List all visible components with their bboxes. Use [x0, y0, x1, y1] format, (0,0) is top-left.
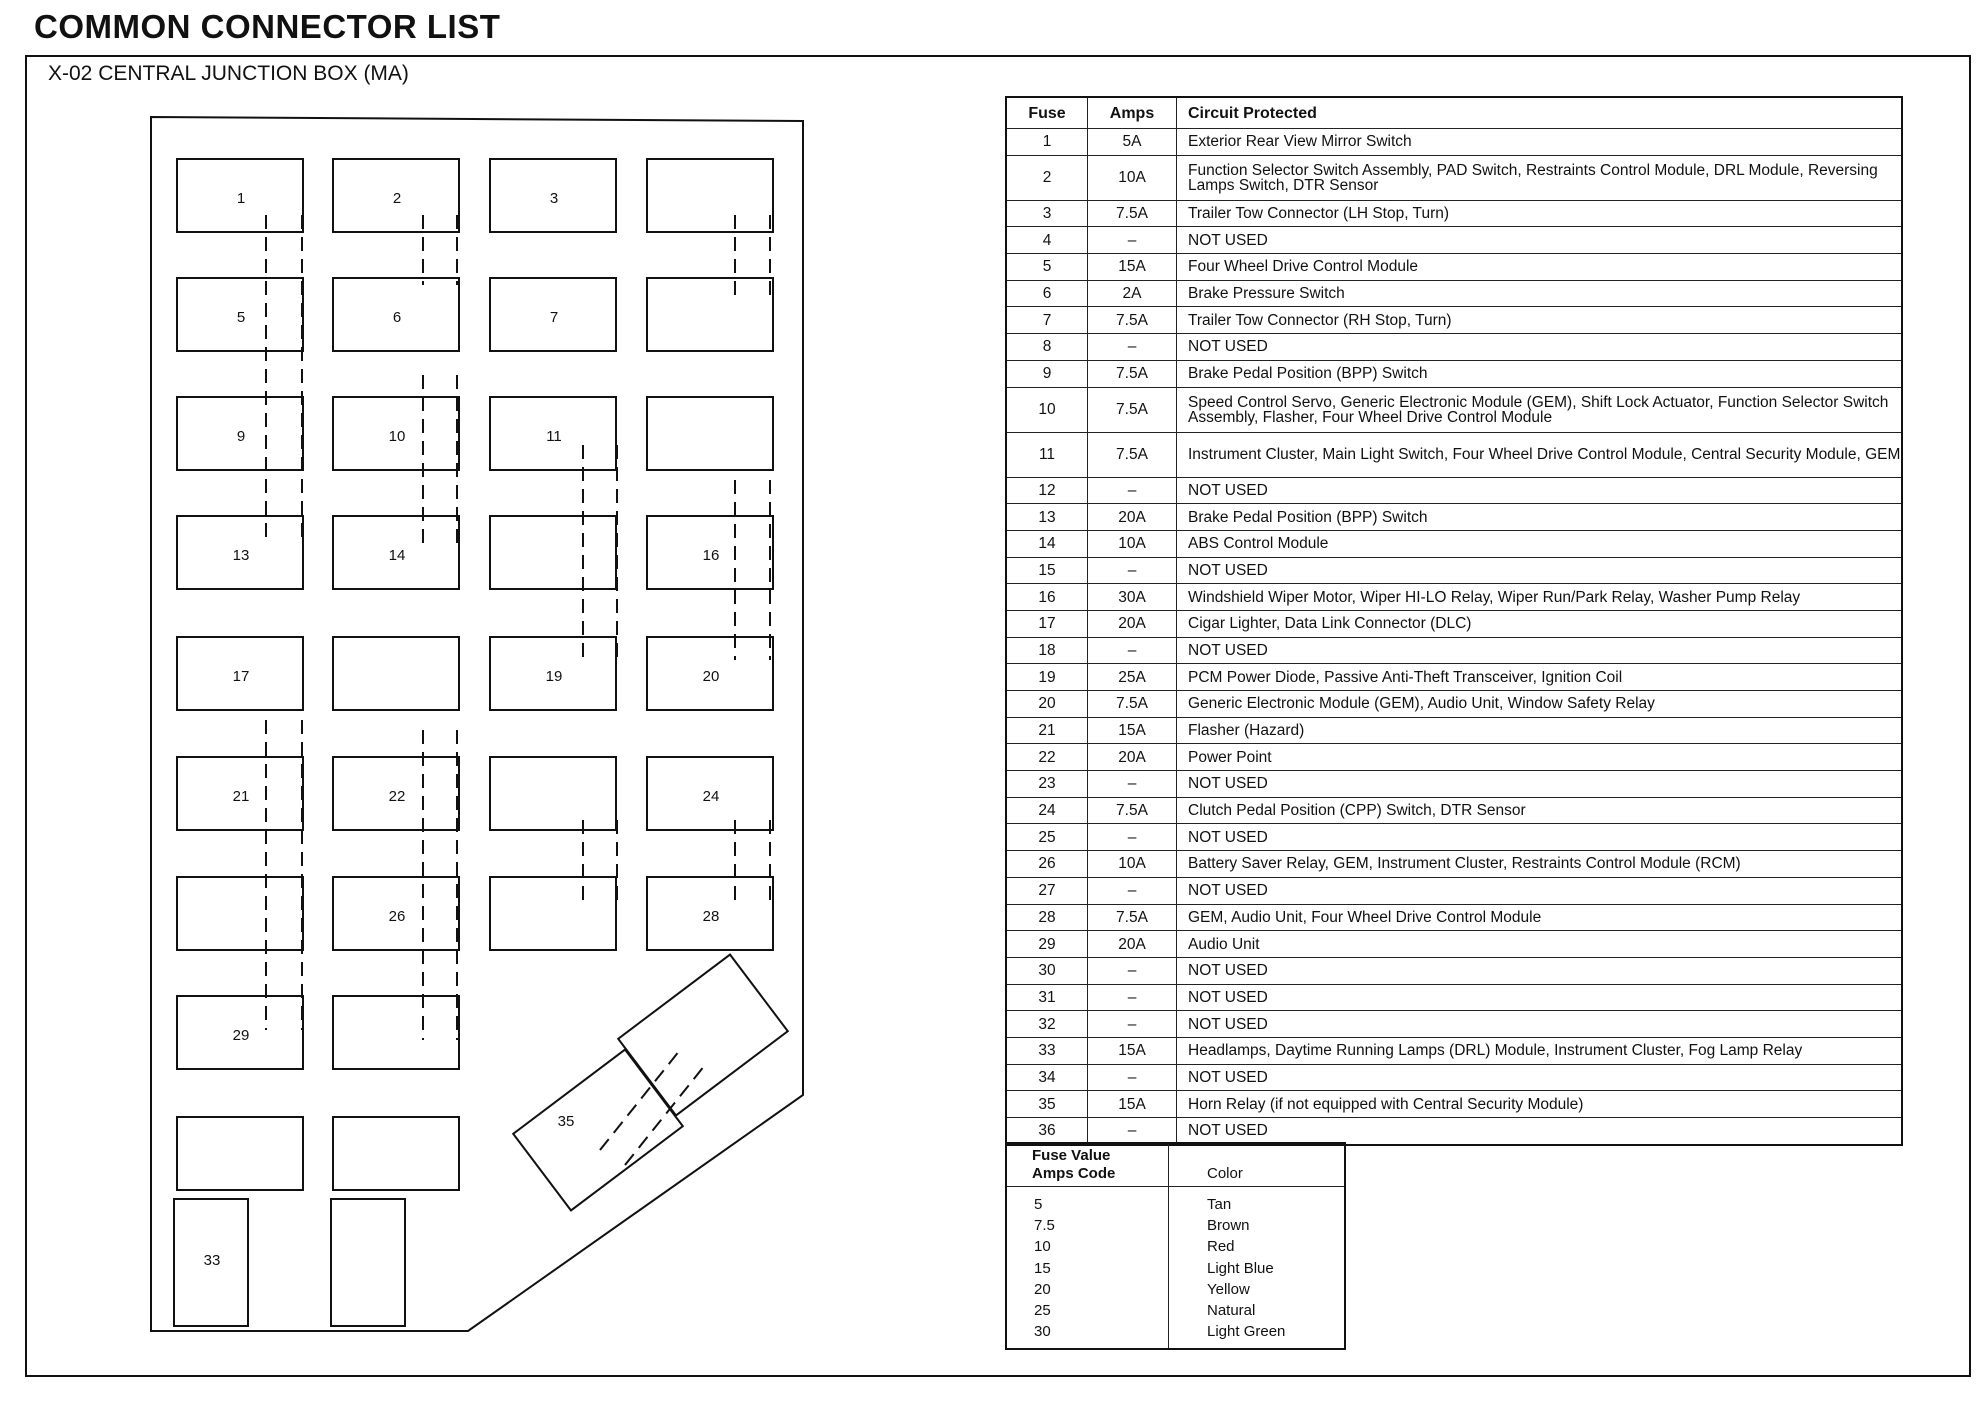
legend-row — [1007, 1323, 1344, 1343]
cell-fuse: 12 — [1006, 477, 1088, 504]
slot-label: 35 — [557, 1113, 575, 1130]
table-row — [1006, 504, 1902, 531]
cell-amps: – — [1088, 1118, 1177, 1145]
cell-circuit: Horn Relay (if not equipped with Central Security Module) — [1177, 1091, 1903, 1118]
slot-label: 6 — [392, 309, 402, 326]
slot-label: 11 — [546, 428, 562, 445]
cell-circuit: ABS Control Module — [1177, 530, 1903, 557]
cell-amps: 20A — [1088, 931, 1177, 958]
cell-circuit: Function Selector Switch Assembly, PAD Switch, Restraints Control Module, DRL Module, Reversing Lamps Switch, DTR Sensor — [1177, 155, 1903, 200]
legend-amps: 25 — [1034, 1302, 1051, 1319]
slot-label: 24 — [702, 788, 720, 805]
fuse-slot — [490, 516, 616, 589]
fuse-slot — [177, 877, 303, 950]
cell-amps: 7.5A — [1088, 200, 1177, 227]
table-row — [1006, 957, 1902, 984]
cell-fuse: 28 — [1006, 904, 1088, 931]
cell-amps: – — [1088, 1064, 1177, 1091]
cell-circuit: NOT USED — [1177, 984, 1903, 1011]
legend-header-value: Fuse Value — [1032, 1147, 1111, 1164]
slot-label: 2 — [392, 190, 402, 207]
table-row — [1006, 691, 1902, 718]
fuse-slot — [647, 159, 773, 232]
cell-fuse: 8 — [1006, 334, 1088, 361]
legend-color: Light Green — [1207, 1323, 1286, 1341]
header-fuse: Fuse — [1006, 97, 1088, 129]
cell-amps: 20A — [1088, 504, 1177, 531]
cell-circuit: NOT USED — [1177, 637, 1903, 664]
header-amps: Amps — [1088, 97, 1177, 129]
slot-label: 29 — [232, 1027, 250, 1044]
table-row — [1006, 824, 1902, 851]
legend-amps: 5 — [1034, 1196, 1043, 1213]
legend-row — [1007, 1196, 1344, 1216]
cell-circuit: Four Wheel Drive Control Module — [1177, 254, 1903, 281]
cell-amps: 10A — [1088, 530, 1177, 557]
cell-fuse: 3 — [1006, 200, 1088, 227]
cell-amps: 7.5A — [1088, 307, 1177, 334]
table-row — [1006, 155, 1902, 200]
cell-fuse: 5 — [1006, 254, 1088, 281]
cell-amps: – — [1088, 334, 1177, 361]
cell-circuit: Clutch Pedal Position (CPP) Switch, DTR Sensor — [1177, 797, 1903, 824]
cell-circuit: NOT USED — [1177, 477, 1903, 504]
cell-fuse: 2 — [1006, 155, 1088, 200]
slot-label: 33 — [203, 1252, 221, 1269]
cell-amps: 7.5A — [1088, 432, 1177, 477]
cell-fuse: 17 — [1006, 610, 1088, 637]
cell-circuit: Brake Pedal Position (BPP) Switch — [1177, 360, 1903, 387]
table-row — [1006, 797, 1902, 824]
cell-amps: 5A — [1088, 129, 1177, 156]
table-row — [1006, 280, 1902, 307]
cell-amps: 7.5A — [1088, 387, 1177, 432]
table-row — [1006, 387, 1902, 432]
table-row — [1006, 1037, 1902, 1064]
cell-fuse: 26 — [1006, 851, 1088, 878]
cell-circuit: Flasher (Hazard) — [1177, 717, 1903, 744]
cell-fuse: 11 — [1006, 432, 1088, 477]
cell-fuse: 6 — [1006, 280, 1088, 307]
cell-circuit: Brake Pressure Switch — [1177, 280, 1903, 307]
legend-color: Light Blue — [1207, 1259, 1274, 1277]
header-circuit: Circuit Protected — [1177, 97, 1903, 129]
slot-label: 20 — [702, 668, 720, 685]
table-row — [1006, 610, 1902, 637]
cell-circuit: Trailer Tow Connector (RH Stop, Turn) — [1177, 307, 1903, 334]
cell-amps: 15A — [1088, 717, 1177, 744]
cell-amps: – — [1088, 771, 1177, 798]
cell-circuit: NOT USED — [1177, 1064, 1903, 1091]
cell-circuit: Generic Electronic Module (GEM), Audio Unit, Window Safety Relay — [1177, 691, 1903, 718]
fuse-table-header — [1006, 97, 1902, 129]
cell-circuit: NOT USED — [1177, 1118, 1903, 1145]
cell-amps: 7.5A — [1088, 360, 1177, 387]
cell-fuse: 35 — [1006, 1091, 1088, 1118]
cell-amps: 7.5A — [1088, 691, 1177, 718]
slot-label: 21 — [232, 788, 250, 805]
cell-amps: 7.5A — [1088, 797, 1177, 824]
cell-amps: – — [1088, 984, 1177, 1011]
cell-circuit: NOT USED — [1177, 227, 1903, 254]
cell-circuit: NOT USED — [1177, 557, 1903, 584]
table-row — [1006, 1064, 1902, 1091]
table-row — [1006, 637, 1902, 664]
fuse-code-legend — [1005, 1142, 1346, 1350]
table-row — [1006, 477, 1902, 504]
slot-label: 13 — [232, 547, 250, 564]
legend-amps: 20 — [1034, 1280, 1051, 1298]
cell-fuse: 29 — [1006, 931, 1088, 958]
cell-amps: 2A — [1088, 280, 1177, 307]
slot-label: 1 — [236, 190, 246, 207]
legend-row — [1007, 1281, 1344, 1301]
cell-amps: 15A — [1088, 1037, 1177, 1064]
connector-title: X-02 CENTRAL JUNCTION BOX (MA) — [48, 62, 409, 85]
cell-amps: – — [1088, 227, 1177, 254]
cell-circuit: PCM Power Diode, Passive Anti-Theft Transceiver, Ignition Coil — [1177, 664, 1903, 691]
slot-label: 3 — [549, 190, 559, 207]
table-row — [1006, 877, 1902, 904]
table-row — [1006, 851, 1902, 878]
cell-amps: 15A — [1088, 1091, 1177, 1118]
cell-amps: 10A — [1088, 155, 1177, 200]
cell-amps: – — [1088, 557, 1177, 584]
cell-circuit: Trailer Tow Connector (LH Stop, Turn) — [1177, 200, 1903, 227]
cell-circuit: Brake Pedal Position (BPP) Switch — [1177, 504, 1903, 531]
cell-amps: 30A — [1088, 584, 1177, 611]
cell-fuse: 1 — [1006, 129, 1088, 156]
cell-fuse: 22 — [1006, 744, 1088, 771]
cell-circuit: NOT USED — [1177, 957, 1903, 984]
cell-fuse: 21 — [1006, 717, 1088, 744]
table-row — [1006, 1118, 1902, 1145]
cell-fuse: 15 — [1006, 557, 1088, 584]
legend-color: Yellow — [1207, 1280, 1250, 1298]
table-row — [1006, 1011, 1902, 1038]
cell-fuse: 14 — [1006, 530, 1088, 557]
cell-amps: 25A — [1088, 664, 1177, 691]
cell-fuse: 4 — [1006, 227, 1088, 254]
cell-amps: – — [1088, 877, 1177, 904]
cell-fuse: 20 — [1006, 691, 1088, 718]
cell-circuit: NOT USED — [1177, 771, 1903, 798]
fuse-slot — [333, 637, 459, 710]
cell-fuse: 19 — [1006, 664, 1088, 691]
table-row — [1006, 530, 1902, 557]
legend-color: Natural — [1207, 1302, 1256, 1319]
table-row — [1006, 1091, 1902, 1118]
legend-header-color: Color — [1207, 1165, 1243, 1182]
legend-color: Brown — [1207, 1217, 1250, 1235]
fuse-slot — [490, 757, 616, 830]
slot-label: 19 — [545, 668, 563, 685]
table-row — [1006, 334, 1902, 361]
slot-label: 9 — [236, 428, 246, 445]
cell-circuit: NOT USED — [1177, 334, 1903, 361]
table-row — [1006, 432, 1902, 477]
legend-amps: 7.5 — [1034, 1217, 1055, 1235]
legend-row — [1007, 1217, 1344, 1237]
cell-amps: – — [1088, 637, 1177, 664]
table-row — [1006, 129, 1902, 156]
cell-fuse: 33 — [1006, 1037, 1088, 1064]
cell-amps: 7.5A — [1088, 904, 1177, 931]
table-row — [1006, 200, 1902, 227]
cell-fuse: 31 — [1006, 984, 1088, 1011]
cell-circuit: Instrument Cluster, Main Light Switch, Four Wheel Drive Control Module, Central Security Module, GEM — [1177, 432, 1903, 477]
cell-fuse: 18 — [1006, 637, 1088, 664]
table-row — [1006, 664, 1902, 691]
cell-circuit: Windshield Wiper Motor, Wiper HI-LO Relay, Wiper Run/Park Relay, Washer Pump Relay — [1177, 584, 1903, 611]
cell-amps: – — [1088, 824, 1177, 851]
cell-circuit: Speed Control Servo, Generic Electronic Module (GEM), Shift Lock Actuator, Function Selector Switch Assembly, Flasher, Four Wheel Drive Control Module — [1177, 387, 1903, 432]
fuse-slot — [333, 996, 459, 1069]
fuse-slot — [177, 1117, 303, 1190]
cell-circuit: NOT USED — [1177, 824, 1903, 851]
cell-fuse: 32 — [1006, 1011, 1088, 1038]
table-row — [1006, 904, 1902, 931]
cell-amps: 15A — [1088, 254, 1177, 281]
table-row — [1006, 584, 1902, 611]
cell-fuse: 30 — [1006, 957, 1088, 984]
cell-fuse: 27 — [1006, 877, 1088, 904]
cell-fuse: 36 — [1006, 1118, 1088, 1145]
slot-label: 16 — [702, 547, 720, 564]
table-row — [1006, 360, 1902, 387]
slot-label: 28 — [702, 908, 720, 925]
table-row — [1006, 227, 1902, 254]
cell-circuit: NOT USED — [1177, 1011, 1903, 1038]
cell-circuit: Headlamps, Daytime Running Lamps (DRL) Module, Instrument Cluster, Fog Lamp Relay — [1177, 1037, 1903, 1064]
fuse-table — [1005, 96, 1903, 1146]
fuse-slot — [647, 278, 773, 351]
cell-amps: – — [1088, 957, 1177, 984]
cell-fuse: 9 — [1006, 360, 1088, 387]
fuse-slot-tall — [331, 1199, 405, 1326]
page-title: COMMON CONNECTOR LIST — [34, 8, 501, 45]
table-row — [1006, 744, 1902, 771]
table-row — [1006, 557, 1902, 584]
cell-circuit: Battery Saver Relay, GEM, Instrument Cluster, Restraints Control Module (RCM) — [1177, 851, 1903, 878]
cell-amps: – — [1088, 477, 1177, 504]
cell-circuit: GEM, Audio Unit, Four Wheel Drive Control Module — [1177, 904, 1903, 931]
slot-label: 7 — [549, 309, 559, 326]
cell-circuit: NOT USED — [1177, 877, 1903, 904]
table-row — [1006, 984, 1902, 1011]
cell-fuse: 10 — [1006, 387, 1088, 432]
table-row — [1006, 307, 1902, 334]
table-row — [1006, 717, 1902, 744]
cell-circuit: Power Point — [1177, 744, 1903, 771]
cell-amps: 20A — [1088, 744, 1177, 771]
cell-fuse: 23 — [1006, 771, 1088, 798]
cell-fuse: 13 — [1006, 504, 1088, 531]
cell-amps: 10A — [1088, 851, 1177, 878]
fuse-slot — [647, 397, 773, 470]
cell-circuit: Exterior Rear View Mirror Switch — [1177, 129, 1903, 156]
cell-fuse: 34 — [1006, 1064, 1088, 1091]
legend-amps: 30 — [1034, 1323, 1051, 1341]
slot-label: 10 — [388, 428, 406, 445]
legend-header-amps: Amps Code — [1032, 1165, 1116, 1182]
cell-fuse: 7 — [1006, 307, 1088, 334]
table-row — [1006, 771, 1902, 798]
slot-label: 26 — [388, 908, 406, 925]
legend-row — [1007, 1238, 1344, 1258]
legend-row — [1007, 1260, 1344, 1280]
legend-amps: 15 — [1034, 1259, 1051, 1277]
cell-fuse: 25 — [1006, 824, 1088, 851]
legend-amps: 10 — [1034, 1238, 1051, 1256]
fuse-slot — [490, 877, 616, 950]
legend-color: Tan — [1207, 1196, 1232, 1213]
cell-amps: – — [1088, 1011, 1177, 1038]
cell-circuit: Cigar Lighter, Data Link Connector (DLC) — [1177, 610, 1903, 637]
slot-label: 22 — [388, 788, 406, 805]
table-row — [1006, 931, 1902, 958]
legend-row — [1007, 1302, 1344, 1322]
slot-label: 14 — [388, 547, 406, 564]
table-row — [1006, 254, 1902, 281]
cell-circuit: Audio Unit — [1177, 931, 1903, 958]
legend-color: Red — [1207, 1238, 1235, 1256]
fuse-slot — [333, 1117, 459, 1190]
slot-label: 17 — [232, 668, 250, 685]
slot-label: 5 — [236, 309, 246, 326]
cell-fuse: 16 — [1006, 584, 1088, 611]
cell-amps: 20A — [1088, 610, 1177, 637]
cell-fuse: 24 — [1006, 797, 1088, 824]
